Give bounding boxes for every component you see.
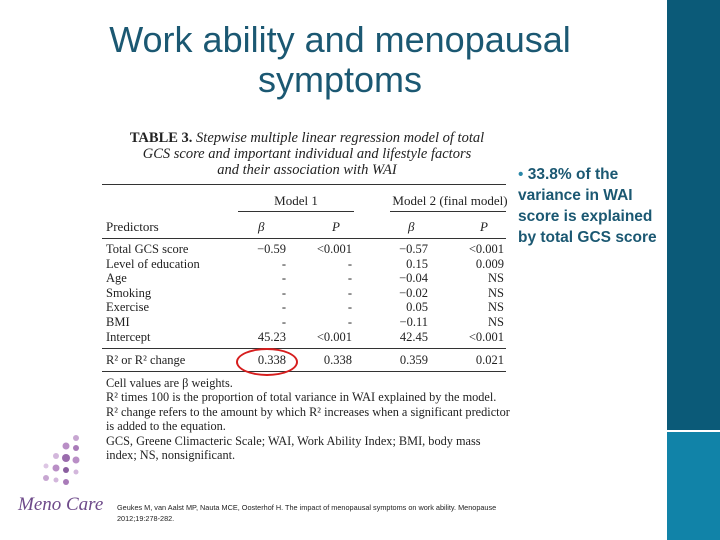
menocare-logo [14,432,124,532]
row-m1-p: - [347,285,352,300]
row-predictor: Level of education [106,256,200,271]
footnote-weights: Cell values are β weights. [106,376,233,390]
title-line-2: symptoms [257,59,423,100]
row-m2-p: 0.009 [475,256,504,271]
sidebar-accent-top [667,0,720,430]
citation-line-1: Geukes M, van Aalst MP, Nauta MCE, Oosterhof H. The impact of menopausal symptoms on work ability. Menopause [117,503,497,512]
caption-label: TABLE 3. [129,130,193,146]
row-predictor: Smoking [106,285,152,300]
m2-p-header: P [480,219,488,234]
row-predictor: BMI [106,315,130,329]
header-rule [102,238,506,239]
row-m2-p: <0.001 [468,242,504,256]
table-footnotes [106,376,510,462]
row-m1-p: - [347,256,352,271]
r2-m2-beta: 0.359 [399,353,428,367]
row-m2-beta: −0.02 [399,285,428,300]
key-finding-bullet [518,164,663,248]
sidebar-accent-bottom [667,432,720,540]
row-m1-p: - [347,300,352,315]
row-m2-p: NS [488,285,504,300]
row-m2-beta: 42.45 [399,329,428,344]
m2-beta-header: β [408,219,415,234]
row-m2-p: <0.001 [468,329,504,344]
row-m2-beta: 0.15 [406,256,428,271]
table-top-rule [102,184,506,185]
row-predictor: Age [106,271,127,286]
row-m1-p: <0.001 [316,242,352,256]
table-caption [102,130,512,178]
row-m2-p: NS [488,271,504,286]
m1-p-header: P [332,219,340,234]
slide-title [60,20,620,100]
row-m2-p: NS [488,315,504,329]
body-rule [102,348,506,349]
caption-line-2: GCS score and important individual and lifestyle factors [142,146,472,162]
r2-m2-p: 0.021 [475,353,504,367]
model1-underline [238,211,354,212]
model1-header: Model 1 [274,193,318,208]
table-bottom-rule [102,371,506,372]
r2-m1-p: 0.338 [323,353,352,367]
row-predictor: Intercept [106,329,151,344]
row-m1-p: <0.001 [316,329,352,344]
model2-header: Model 2 (final model) [392,193,508,208]
row-m1-beta: - [281,271,286,286]
row-m1-beta: 45.23 [257,329,286,344]
logo-dots-icon [14,432,124,502]
m1-beta-header: β [258,219,265,234]
row-m1-beta: −0.59 [257,242,286,256]
row-predictor: Exercise [106,300,150,315]
row-m2-beta: −0.11 [399,315,428,329]
row-m2-beta: −0.57 [399,242,428,256]
row-m1-beta: - [281,300,286,315]
row-m2-p: NS [488,300,504,315]
row-predictor: Total GCS score [106,242,189,256]
row-m1-p: - [347,315,352,329]
bullet-dot-icon: • [518,166,524,183]
citation-line-2: 2012;19:278-282. [117,513,175,523]
caption-line-3: and their association with WAI [217,162,397,178]
highlight-circle [236,348,298,376]
model2-underline [390,211,506,212]
row-m1-beta: - [281,256,286,271]
footnote-abbrev: GCS, Greene Climacteric Scale; WAI, Work Ability Index; BMI, body mass index; NS, nonsignificant. [106,433,481,463]
r2-m1-beta: 0.338 [257,353,286,367]
predictors-header: Predictors [106,219,159,234]
caption-line-1: Stepwise multiple linear regression model of total [196,130,485,146]
row-m1-beta: - [281,315,286,329]
row-m1-beta: - [281,285,286,300]
row-m2-beta: 0.05 [406,300,428,315]
r2-predictor: R² or R² change [106,353,186,367]
row-m2-beta: −0.04 [399,271,428,286]
bullet-text: 33.8% of the variance in WAI score is explained by total GCS score [518,166,657,246]
citation [117,503,547,524]
row-m1-p: - [347,271,352,286]
footnote-r2: R² times 100 is the proportion of total variance in WAI explained by the model. R² change refers to the amount by which R² increases when a significant predictor is added to the equation. [106,390,510,434]
logo-text: Meno Care [18,494,104,515]
regression-table [102,130,512,472]
title-line-1: Work ability and menopausal [109,19,571,60]
